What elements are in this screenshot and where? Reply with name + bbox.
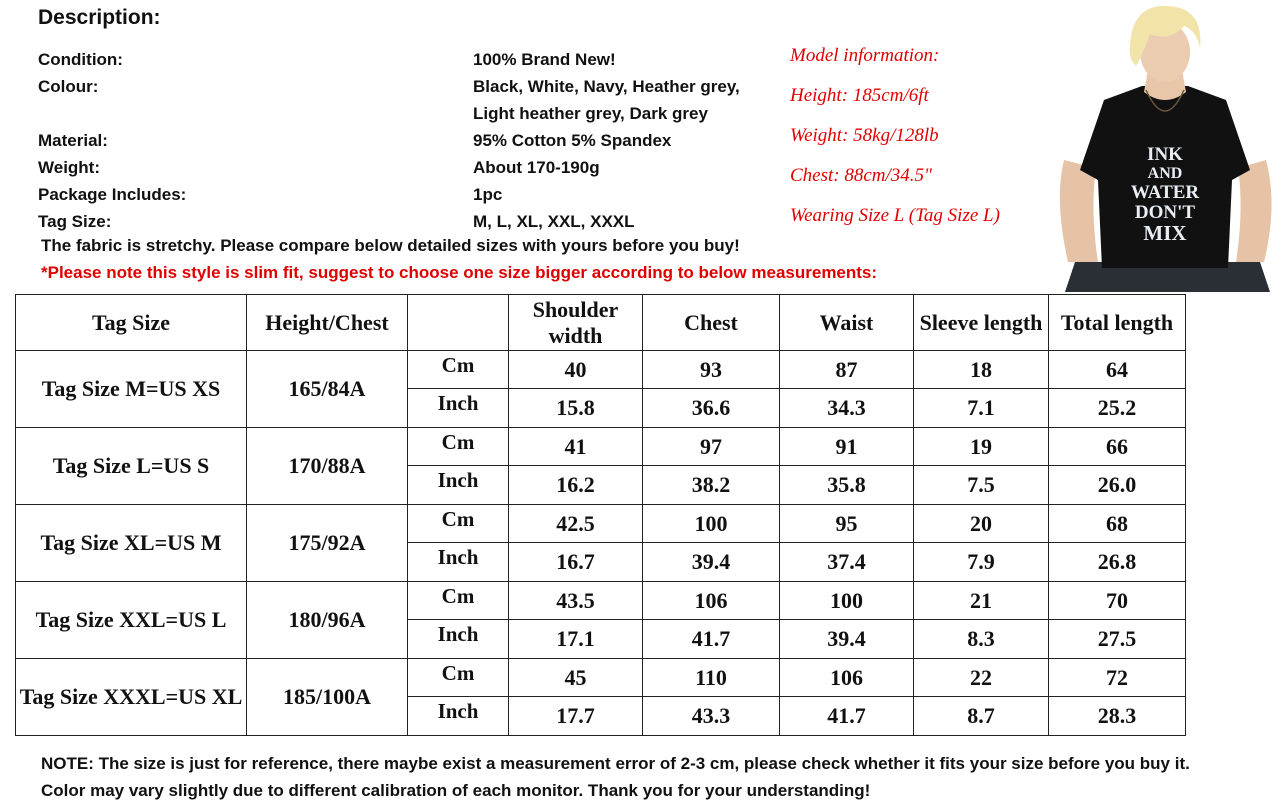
tag-size-cell: Tag Size XXXL=US XL	[16, 659, 247, 736]
stretch-note: The fabric is stretchy. Please compare below detailed sizes with yours before you buy!	[41, 236, 740, 255]
note-line-1: NOTE: The size is just for reference, there maybe exist a measurement error of 2-3 cm, please check whether it fits your size before you buy it.	[41, 754, 1190, 773]
sleeve-cm-cell: 19	[914, 428, 1049, 466]
shoulder-cm-cell: 45	[509, 659, 643, 697]
waist-inch-cell: 39.4	[780, 620, 914, 659]
table-row-cm	[16, 428, 1186, 466]
waist-inch-cell: 37.4	[780, 543, 914, 582]
print-line: DON'T	[1134, 202, 1196, 223]
model-info	[790, 36, 1050, 236]
header-chest: Chest	[643, 295, 780, 351]
model-info-title: Model information:	[790, 45, 940, 66]
reference-note	[41, 750, 1276, 804]
unit-cm-cell: Cm	[408, 428, 509, 466]
unit-inch-cell: Inch	[408, 543, 509, 582]
tag-size-cell: Tag Size XL=US M	[16, 505, 247, 582]
chest-inch-cell: 43.3	[643, 697, 780, 736]
shoulder-inch-cell: 16.7	[509, 543, 643, 582]
spec-value: Black, White, Navy, Heather grey, Light heather grey, Dark grey	[473, 77, 740, 123]
spec-row-tag-size	[38, 208, 778, 235]
model-wearing-size: Wearing Size L (Tag Size L)	[790, 205, 1000, 226]
spec-list	[38, 46, 778, 235]
total-cm-cell: 64	[1049, 351, 1186, 389]
chest-cm-cell: 110	[643, 659, 780, 697]
header-sleeve-length: Sleeve length	[914, 295, 1049, 351]
total-inch-cell: 25.2	[1049, 389, 1186, 428]
height-chest-cell: 175/92A	[247, 505, 408, 582]
header-tag-size: Tag Size	[16, 295, 247, 351]
tag-size-cell: Tag Size XXL=US L	[16, 582, 247, 659]
total-inch-cell: 27.5	[1049, 620, 1186, 659]
sleeve-inch-cell: 7.9	[914, 543, 1049, 582]
height-chest-cell: 170/88A	[247, 428, 408, 505]
sleeve-cm-cell: 22	[914, 659, 1049, 697]
shoulder-cm-cell: 40	[509, 351, 643, 389]
unit-inch-cell: Inch	[408, 620, 509, 659]
sleeve-cm-cell: 20	[914, 505, 1049, 543]
table-row-cm	[16, 659, 1186, 697]
spec-value: About 170-190g	[473, 158, 600, 177]
chest-cm-cell: 97	[643, 428, 780, 466]
spec-value: 100% Brand New!	[473, 50, 616, 69]
shoulder-inch-cell: 17.7	[509, 697, 643, 736]
header-height-chest: Height/Chest	[247, 295, 408, 351]
table-row-cm	[16, 351, 1186, 389]
spec-value: M, L, XL, XXL, XXXL	[473, 212, 635, 231]
unit-inch-cell: Inch	[408, 389, 509, 428]
table-row-cm	[16, 582, 1186, 620]
waist-cm-cell: 106	[780, 659, 914, 697]
waist-cm-cell: 87	[780, 351, 914, 389]
shoulder-cm-cell: 42.5	[509, 505, 643, 543]
unit-inch-cell: Inch	[408, 697, 509, 736]
note-line-2: Color may vary slightly due to different calibration of each monitor. Thank you for your understanding!	[41, 781, 871, 800]
spec-row-package	[38, 181, 778, 208]
sleeve-cm-cell: 18	[914, 351, 1049, 389]
print-line: MIX	[1143, 221, 1187, 245]
total-inch-cell: 28.3	[1049, 697, 1186, 736]
spec-row-weight	[38, 154, 778, 181]
spec-row-colour	[38, 73, 778, 127]
chest-inch-cell: 41.7	[643, 620, 780, 659]
sleeve-inch-cell: 8.7	[914, 697, 1049, 736]
table-row-cm	[16, 505, 1186, 543]
slim-fit-note: *Please note this style is slim fit, suggest to choose one size bigger according to below measurements:	[41, 263, 878, 282]
model-chest: Chest: 88cm/34.5"	[790, 165, 933, 186]
size-table-body	[16, 351, 1186, 736]
spec-label: Material:	[38, 131, 108, 150]
size-chart-table	[15, 294, 1186, 736]
waist-cm-cell: 100	[780, 582, 914, 620]
spec-label: Package Includes:	[38, 185, 187, 204]
header-shoulder-width: Shoulder width	[509, 295, 643, 351]
total-inch-cell: 26.8	[1049, 543, 1186, 582]
spec-value: 95% Cotton 5% Spandex	[473, 131, 672, 150]
shoulder-cm-cell: 43.5	[509, 582, 643, 620]
description-title: Description:	[38, 6, 161, 29]
spec-label: Condition:	[38, 50, 123, 69]
sleeve-inch-cell: 7.5	[914, 466, 1049, 505]
shoulder-inch-cell: 15.8	[509, 389, 643, 428]
header-total-length: Total length	[1049, 295, 1186, 351]
header-waist: Waist	[780, 295, 914, 351]
sleeve-inch-cell: 7.1	[914, 389, 1049, 428]
height-chest-cell: 185/100A	[247, 659, 408, 736]
tag-size-cell: Tag Size M=US XS	[16, 351, 247, 428]
chest-inch-cell: 39.4	[643, 543, 780, 582]
waist-cm-cell: 91	[780, 428, 914, 466]
sleeve-inch-cell: 8.3	[914, 620, 1049, 659]
total-cm-cell: 66	[1049, 428, 1186, 466]
shoulder-inch-cell: 16.2	[509, 466, 643, 505]
total-cm-cell: 68	[1049, 505, 1186, 543]
model-illustration	[1050, 0, 1280, 292]
unit-cm-cell: Cm	[408, 582, 509, 620]
tag-size-cell: Tag Size L=US S	[16, 428, 247, 505]
height-chest-cell: 165/84A	[247, 351, 408, 428]
model-height: Height: 185cm/6ft	[790, 85, 929, 106]
total-cm-cell: 72	[1049, 659, 1186, 697]
print-line: INK	[1147, 144, 1183, 165]
chest-cm-cell: 106	[643, 582, 780, 620]
print-line: WATER	[1130, 182, 1200, 203]
waist-cm-cell: 95	[780, 505, 914, 543]
chest-inch-cell: 38.2	[643, 466, 780, 505]
right-arm-shape	[1236, 160, 1272, 262]
print-line: AND	[1147, 165, 1183, 182]
waist-inch-cell: 35.8	[780, 466, 914, 505]
spec-value: 1pc	[473, 185, 503, 204]
unit-cm-cell: Cm	[408, 659, 509, 697]
table-header-row	[16, 295, 1186, 351]
unit-inch-cell: Inch	[408, 466, 509, 505]
spec-label: Weight:	[38, 158, 101, 177]
height-chest-cell: 180/96A	[247, 582, 408, 659]
spec-row-condition	[38, 46, 778, 73]
header-unit	[408, 295, 509, 351]
unit-cm-cell: Cm	[408, 505, 509, 543]
spec-label: Tag Size:	[38, 212, 112, 231]
model-photo	[1050, 0, 1280, 292]
chest-inch-cell: 36.6	[643, 389, 780, 428]
chest-cm-cell: 100	[643, 505, 780, 543]
spec-row-material	[38, 127, 778, 154]
total-inch-cell: 26.0	[1049, 466, 1186, 505]
total-cm-cell: 70	[1049, 582, 1186, 620]
waist-inch-cell: 34.3	[780, 389, 914, 428]
model-weight: Weight: 58kg/128lb	[790, 125, 939, 146]
chest-cm-cell: 93	[643, 351, 780, 389]
unit-cm-cell: Cm	[408, 351, 509, 389]
spec-label: Colour:	[38, 77, 99, 96]
waist-inch-cell: 41.7	[780, 697, 914, 736]
shoulder-inch-cell: 17.1	[509, 620, 643, 659]
shoulder-cm-cell: 41	[509, 428, 643, 466]
sleeve-cm-cell: 21	[914, 582, 1049, 620]
